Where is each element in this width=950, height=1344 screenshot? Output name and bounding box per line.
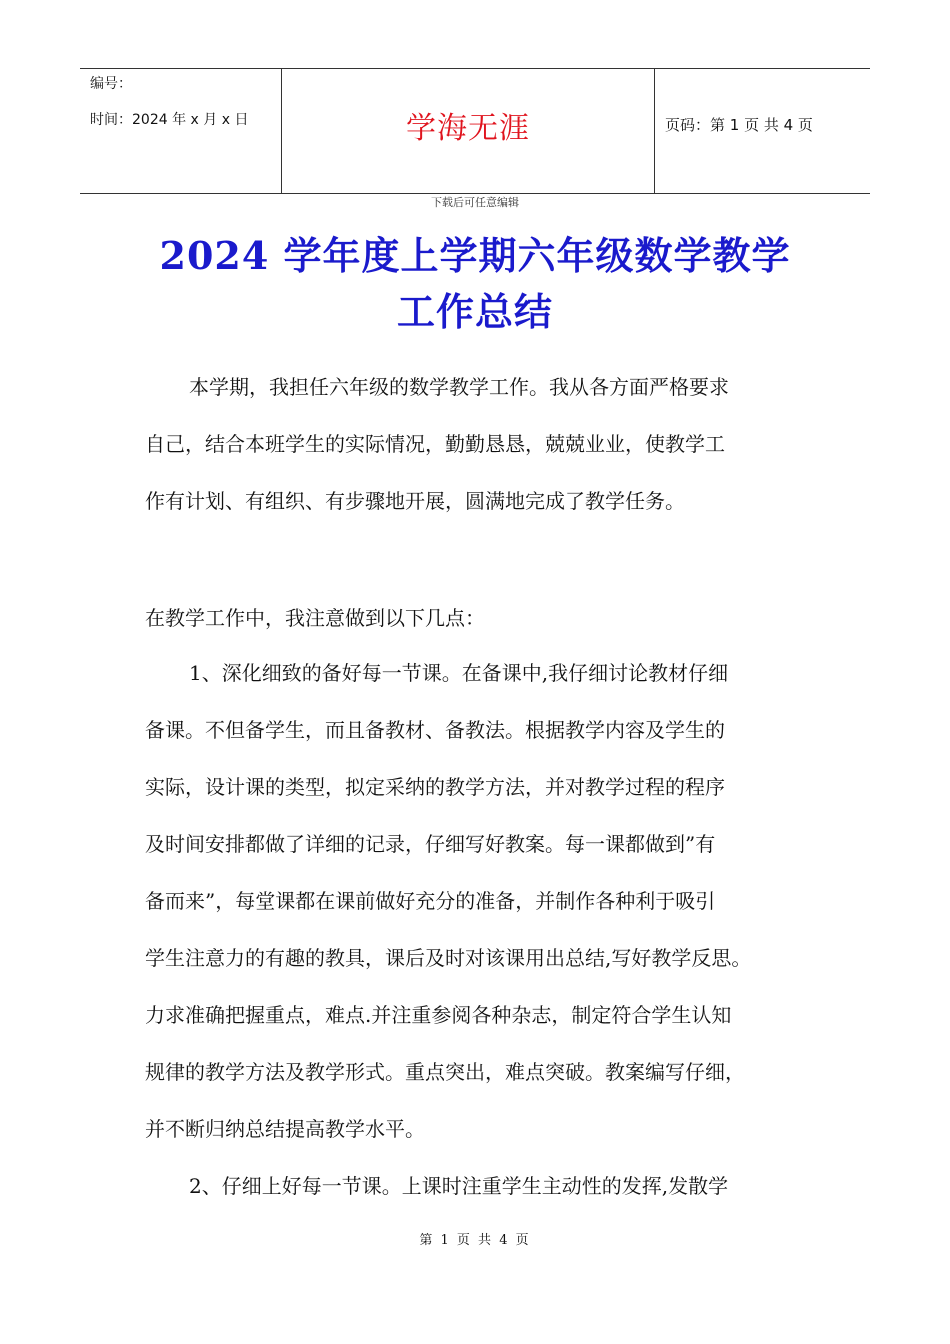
editable-note: 下载后可任意编辑 bbox=[431, 196, 519, 209]
text-line: 作有计划、有组织、有步骤地开展，圆满地完成了教学任务。 bbox=[145, 489, 685, 513]
title-line-1: 2024 学年度上学期六年级数学教学 bbox=[159, 233, 791, 278]
page-code: 页码：第 1 页 共 4 页 bbox=[665, 116, 813, 134]
page-footer: 第 1 页 共 4 页 bbox=[419, 1233, 531, 1248]
text-line: 1、深化细致的备好每一节课。在备课中,我仔细讨论教材仔细 bbox=[189, 661, 729, 685]
text-line: 自己，结合本班学生的实际情况，勤勤恳恳，兢兢业业，使教学工 bbox=[145, 432, 725, 456]
title-line-2: 工作总结 bbox=[396, 289, 553, 334]
number-label: 编号： bbox=[90, 76, 132, 92]
header-info-cell bbox=[80, 69, 282, 193]
brand-title: 学海无涯 bbox=[406, 111, 530, 146]
text-line: 规律的教学方法及教学形式。重点突出，难点突破。教案编写仔细， bbox=[145, 1060, 745, 1084]
text-line: 实际，设计课的类型，拟定采纳的教学方法，并对教学过程的程序 bbox=[145, 775, 725, 799]
header-page-cell bbox=[655, 69, 870, 193]
text-line: 备而来”，每堂课都在课前做好充分的准备，并制作各种利于吸引 bbox=[145, 889, 716, 913]
text-line: 力求准确把握重点，难点.并注重参阅各种杂志，制定符合学生认知 bbox=[145, 1003, 732, 1027]
document-header bbox=[80, 68, 870, 194]
header-brand-cell bbox=[282, 69, 655, 193]
text-line: 2、仔细上好每一节课。上课时注重学生主动性的发挥,发散学 bbox=[189, 1174, 729, 1198]
text-line: 本学期，我担任六年级的数学教学工作。我从各方面严格要求 bbox=[189, 375, 729, 399]
text-line: 在教学工作中，我注意做到以下几点： bbox=[145, 606, 485, 630]
document-title bbox=[60, 228, 890, 340]
text-line: 学生注意力的有趣的教具，课后及时对该课用出总结,写好教学反思。 bbox=[145, 946, 752, 970]
time-label: 时间：2024 年 x 月 x 日 bbox=[90, 112, 249, 128]
text-line: 及时间安排都做了详细的记录，仔细写好教案。每一课都做到”有 bbox=[145, 832, 716, 856]
text-line: 并不断归纳总结提高教学水平。 bbox=[145, 1117, 425, 1141]
text-line: 备课。不但备学生，而且备教材、备教法。根据教学内容及学生的 bbox=[145, 718, 725, 742]
